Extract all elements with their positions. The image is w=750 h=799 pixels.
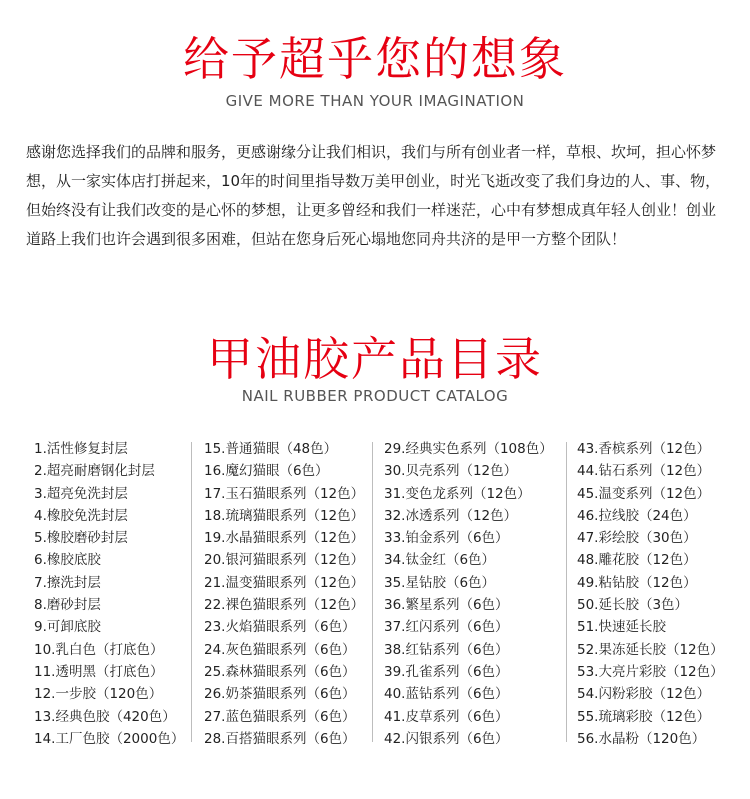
catalog-item: 15.普通猫眼（48色） [204, 441, 338, 457]
catalog-item: 16.魔幻猫眼（6色） [204, 463, 329, 480]
catalog-item: 31.变色龙系列（12色） [384, 485, 531, 502]
catalog-item: 10.乳白色（打底色） [34, 641, 164, 658]
headline-chinese: 给予超乎您的想象 [183, 32, 567, 86]
catalog-item: 17.玉石猫眼系列（12色） [204, 485, 365, 502]
catalog-item: 22.裸色猫眼系列（12色） [204, 597, 365, 614]
catalog-item: 53.大亮片彩胶（12色） [577, 663, 724, 680]
catalog-item: 6.橡胶底胶 [34, 552, 101, 569]
catalog-item: 21.温变猫眼系列（12色） [204, 574, 365, 591]
catalog-item: 42.闪银系列（6色） [384, 730, 509, 747]
catalog-item: 3.超亮免洗封层 [34, 485, 128, 502]
column-divider [566, 442, 567, 742]
catalog-item: 49.粘钻胶（12色） [577, 574, 697, 591]
catalog-item: 50.延长胶（3色） [577, 597, 689, 614]
catalog-item: 18.琉璃猫眼系列（12色） [204, 507, 365, 524]
catalog-item: 4.橡胶免洗封层 [34, 507, 128, 524]
catalog-item: 29.经典实色系列（108色） [384, 441, 553, 457]
catalog-item: 23.火焰猫眼系列（6色） [204, 619, 356, 636]
catalog-item: 34.钛金红（6色） [384, 552, 496, 569]
catalog-item: 38.红钻系列（6色） [384, 641, 509, 658]
catalog-item: 11.透明黑（打底色） [34, 663, 164, 680]
catalog-item: 33.铂金系列（6色） [384, 530, 509, 547]
catalog-item: 8.磨砂封层 [34, 597, 101, 614]
catalog-item: 37.红闪系列（6色） [384, 619, 509, 636]
catalog-item: 51.快速延长胶 [577, 619, 666, 636]
catalog-title-english: NAIL RUBBER PRODUCT CATALOG [241, 387, 509, 405]
catalog-item: 45.温变系列（12色） [577, 485, 711, 502]
catalog-item: 5.橡胶磨砂封层 [34, 530, 128, 547]
catalog-item: 48.雕花胶（12色） [577, 552, 697, 569]
headline-english: GIVE MORE THAN YOUR IMAGINATION [225, 92, 525, 110]
catalog-item: 2.超亮耐磨钢化封层 [34, 463, 155, 480]
catalog-item: 1.活性修复封层 [34, 441, 128, 457]
catalog-item: 25.森林猫眼系列（6色） [204, 663, 356, 680]
catalog-item: 52.果冻延长胶（12色） [577, 641, 724, 658]
catalog-column-1 [34, 438, 184, 750]
catalog-item: 47.彩绘胶（30色） [577, 530, 697, 547]
catalog-item: 14.工厂色胶（2000色） [34, 730, 185, 747]
catalog-item: 24.灰色猫眼系列（6色） [204, 641, 356, 658]
catalog-item: 28.百搭猫眼系列（6色） [204, 730, 356, 747]
catalog-item: 43.香槟系列（12色） [577, 441, 711, 457]
catalog-item: 12.一步胶（120色） [34, 686, 163, 703]
catalog-item: 9.可卸底胶 [34, 619, 101, 636]
column-divider [191, 442, 192, 742]
catalog-item: 39.孔雀系列（6色） [384, 663, 509, 680]
catalog-item: 36.繁星系列（6色） [384, 597, 509, 614]
catalog-item: 35.星钻胶（6色） [384, 574, 496, 591]
catalog-item: 13.经典色胶（420色） [34, 708, 176, 725]
catalog-item: 27.蓝色猫眼系列（6色） [204, 708, 356, 725]
catalog-title-chinese: 甲油胶产品目录 [207, 332, 543, 386]
catalog-item: 20.银河猫眼系列（12色） [204, 552, 365, 569]
catalog-item: 32.冰透系列（12色） [384, 507, 518, 524]
catalog-item: 30.贝壳系列（12色） [384, 463, 518, 480]
catalog-item: 55.琉璃彩胶（12色） [577, 708, 711, 725]
intro-paragraph: 感谢您选择我们的品牌和服务，更感谢缘分让我们相识，我们与所有创业者一样，草根、坎坷，担心怀梦想，从一家实体店打拼起来，10年的时间里指导数万美甲创业，时光飞逝改变了我们身边的人、事、物，但始终没有让我们改变的是心怀的梦想，让更多曾经和我们一样迷茫，心中有梦想成真年轻人创业！创业道路上我们也许会遇到很多困难，但站在您身后死心塌地您同舟共济的是甲一方整个团队！ [26, 143, 721, 248]
catalog-item: 26.奶茶猫眼系列（6色） [204, 686, 356, 703]
catalog-item: 19.水晶猫眼系列（12色） [204, 530, 365, 547]
product-catalog [0, 438, 750, 750]
catalog-item: 54.闪粉彩胶（12色） [577, 686, 711, 703]
catalog-column-2 [204, 438, 364, 750]
catalog-item: 46.拉线胶（24色） [577, 507, 697, 524]
catalog-item: 41.皮草系列（6色） [384, 708, 509, 725]
catalog-item: 44.钻石系列（12色） [577, 463, 711, 480]
catalog-item: 7.擦洗封层 [34, 574, 101, 591]
column-divider [372, 442, 373, 742]
catalog-item: 56.水晶粉（120色） [577, 730, 706, 747]
catalog-column-4 [577, 438, 724, 750]
catalog-item: 40.蓝钻系列（6色） [384, 686, 509, 703]
catalog-column-3 [384, 438, 553, 750]
